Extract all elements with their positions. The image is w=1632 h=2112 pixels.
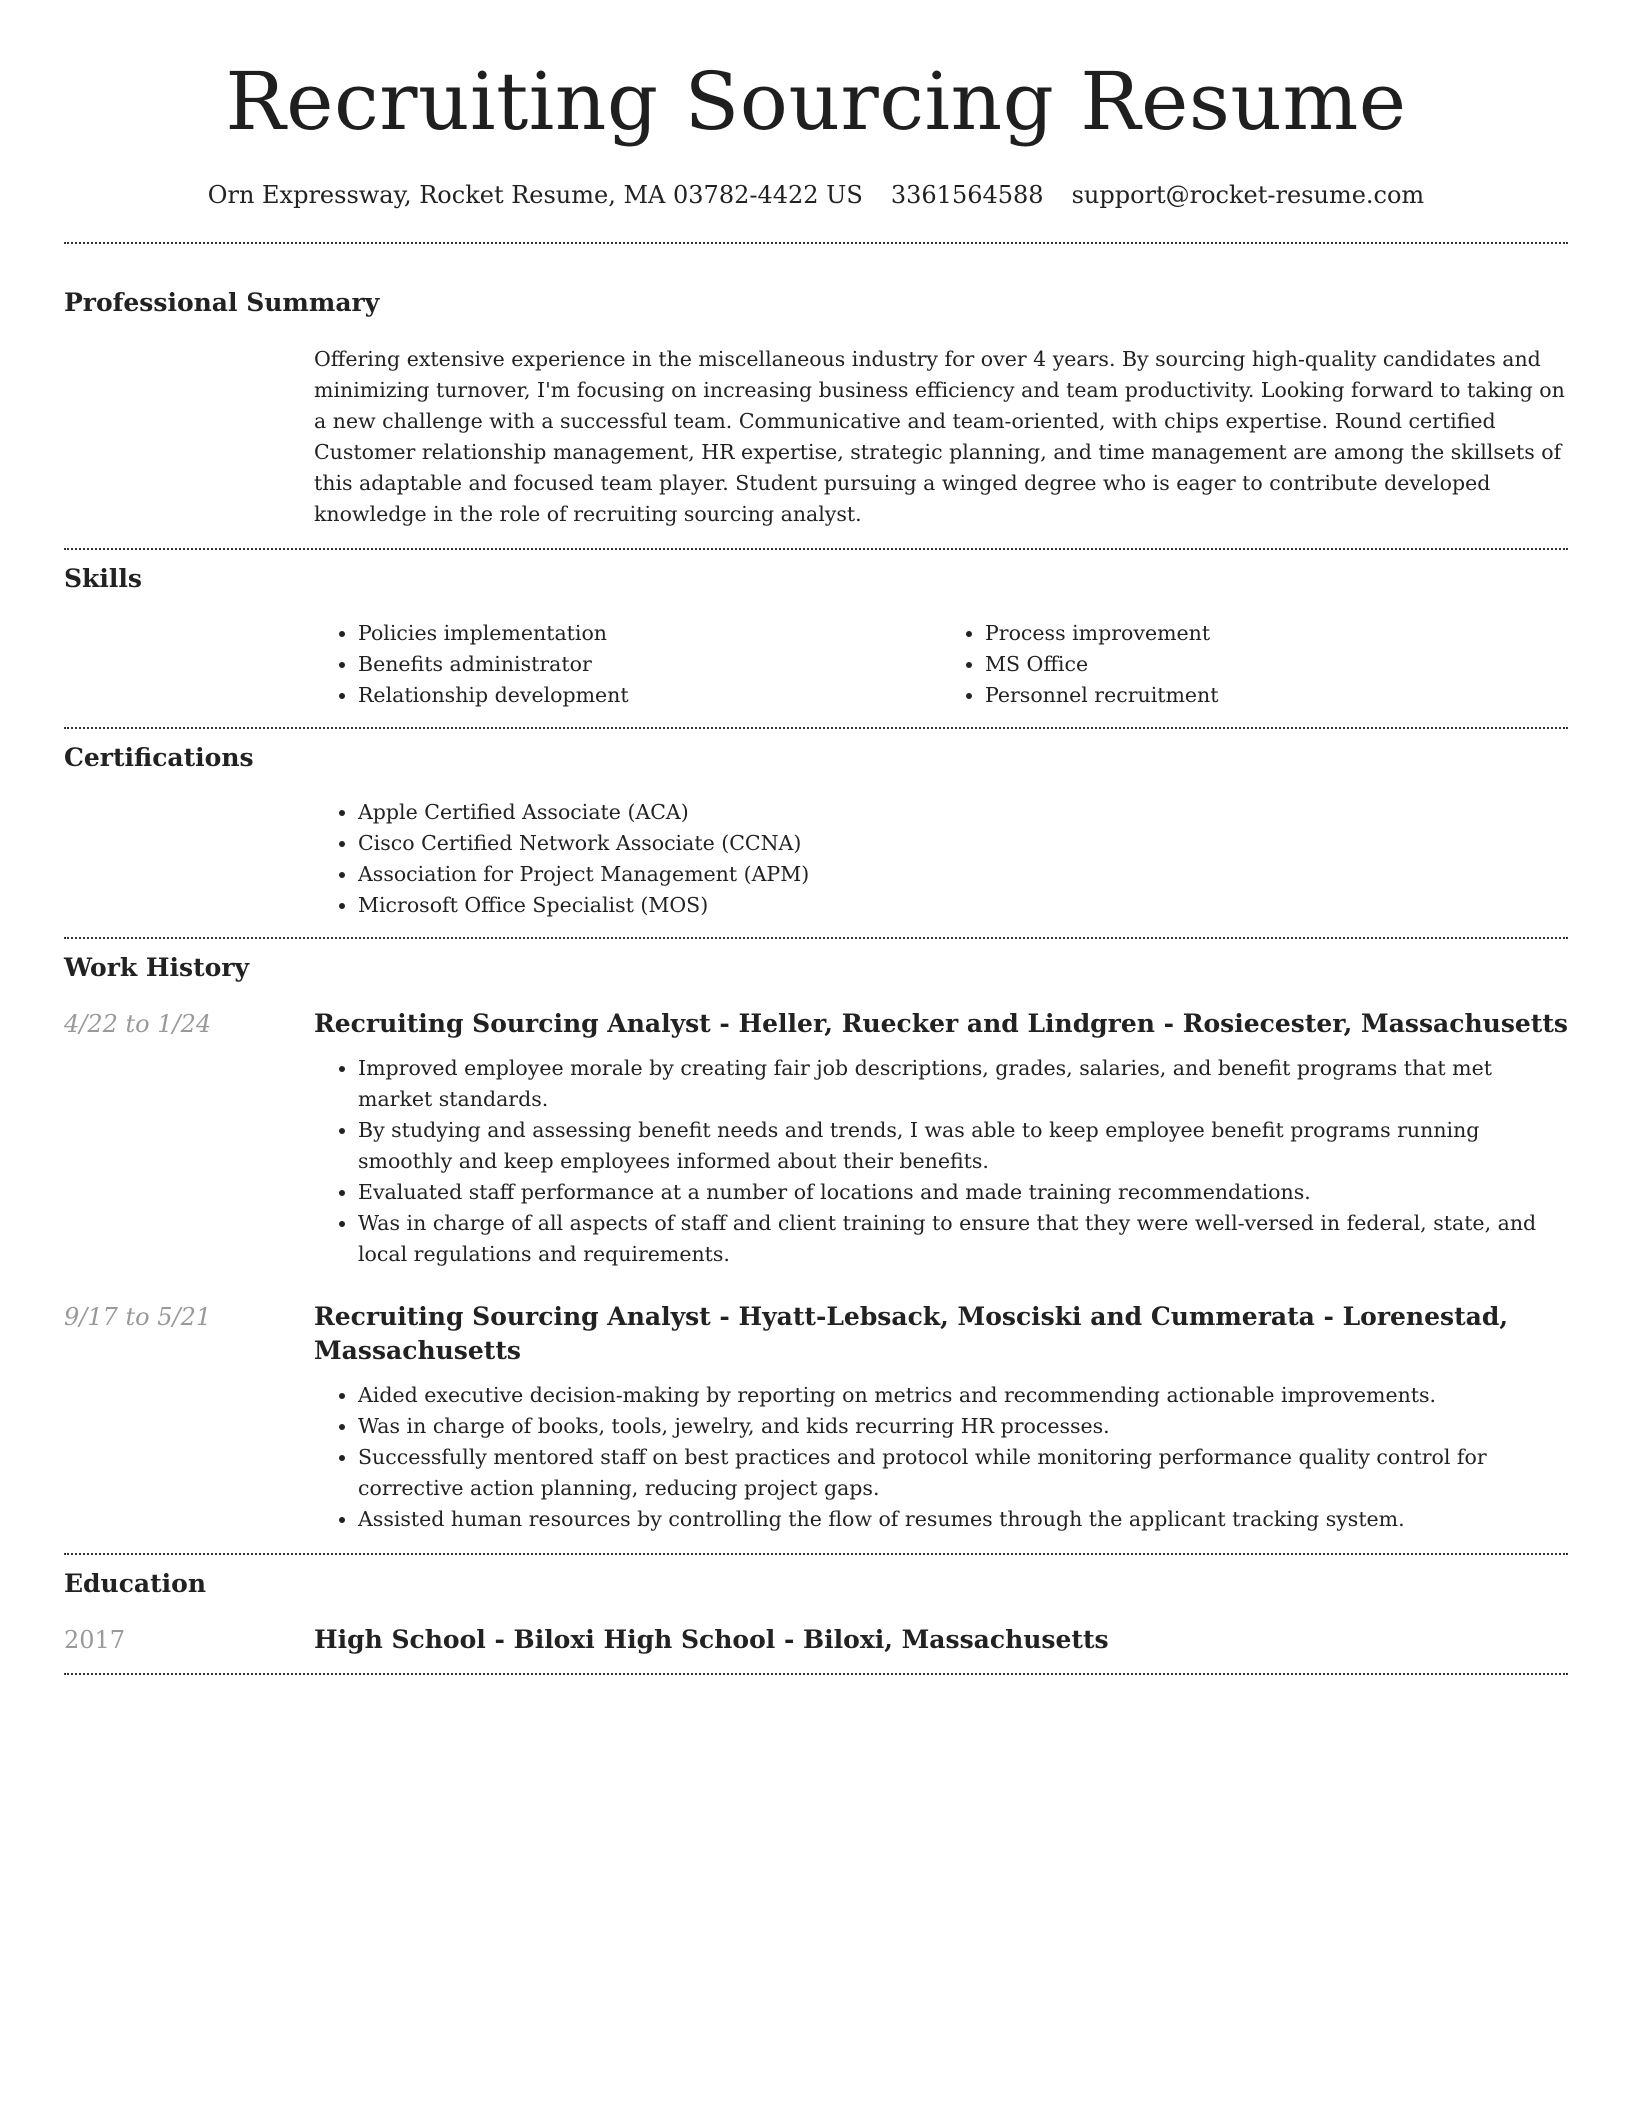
job-entry [64, 1300, 1568, 1535]
job-title: Recruiting Sourcing Analyst - Hyatt-Lebsack, Mosciski and Cummerata - Lorenestad, Massachusetts [314, 1302, 1509, 1365]
contact-phone: 3361564588 [890, 181, 1044, 209]
certification-item: • Cisco Certified Network Associate (CCNA) [358, 828, 1568, 859]
job-bullet: • Successfully mentored staff on best practices and protocol while monitoring performance quality control for corrective action planning, reducing project gaps. [358, 1442, 1568, 1504]
education-year: 2017 [64, 1626, 126, 1654]
section-certifications [64, 729, 1568, 937]
divider [64, 1673, 1568, 1675]
job-bullet: • Was in charge of books, tools, jewelry, and kids recurring HR processes. [358, 1411, 1568, 1442]
section-title: Work History [64, 953, 250, 982]
education-entry [64, 1623, 1568, 1657]
contact-address: Orn Expressway, Rocket Resume, MA 03782-4422 US [207, 181, 863, 209]
skill-item: • Policies implementation [358, 618, 941, 649]
job-bullet: • Assisted human resources by controlling the flow of resumes through the applicant tracking system. [358, 1504, 1568, 1535]
job-dates: 4/22 to 1/24 [64, 1010, 212, 1038]
section-title: Skills [64, 564, 142, 593]
summary-text: Offering extensive experience in the miscellaneous industry for over 4 years. By sourcing high-quality candidates and minimizing turnover, I'm focusing on increasing business efficiency and team productivity. Looking forward to taking on a new challenge with a successful team. Communicative and team-oriented, with chips expertise. Round certified Customer relationship management, HR expertise, strategic planning, and time management are among the skillsets of this adaptable and focused team player. Student pursuing a winged degree who is eager to contribute developed knowledge in the role of recruiting sourcing analyst. [314, 347, 1565, 526]
skill-item: • MS Office [985, 649, 1568, 680]
section-professional-summary [64, 244, 1568, 548]
summary-content [314, 344, 1568, 530]
contact-email: support@rocket-resume.com [1071, 181, 1425, 209]
section-title: Education [64, 1569, 207, 1598]
job-bullets [314, 1380, 1568, 1535]
job-bullets [314, 1053, 1568, 1270]
skills-list-left [314, 618, 941, 711]
certifications-list [314, 797, 1568, 921]
contact-line [64, 178, 1568, 212]
education-title: High School - Biloxi High School - Biloxi, Massachusetts [314, 1625, 1109, 1654]
job-bullet: • By studying and assessing benefit needs and trends, I was able to keep employee benefit programs running smoothly and keep employees informed about their benefits. [358, 1115, 1568, 1177]
job-bullet: • Evaluated staff performance at a number of locations and made training recommendations. [358, 1177, 1568, 1208]
certifications-content [314, 797, 1568, 921]
job-bullet: • Aided executive decision-making by reporting on metrics and recommending actionable improvements. [358, 1380, 1568, 1411]
section-title: Certifications [64, 743, 254, 772]
section-title: Professional Summary [64, 288, 380, 317]
job-dates: 9/17 to 5/21 [64, 1303, 212, 1331]
section-work-history [64, 939, 1568, 1553]
section-education [64, 1555, 1568, 1673]
certification-item: • Apple Certified Associate (ACA) [358, 797, 1568, 828]
skill-item: • Personnel recruitment [985, 680, 1568, 711]
job-bullet: • Improved employee morale by creating fair job descriptions, grades, salaries, and benefit programs that met market standards. [358, 1053, 1568, 1115]
certification-item: • Association for Project Management (APM) [358, 859, 1568, 890]
resume-name: Recruiting Sourcing Resume [225, 55, 1407, 148]
section-skills [64, 550, 1568, 727]
resume-header [64, 48, 1568, 212]
certification-item: • Microsoft Office Specialist (MOS) [358, 890, 1568, 921]
skill-item: • Relationship development [358, 680, 941, 711]
job-bullet: • Was in charge of all aspects of staff and client training to ensure that they were well-versed in federal, state, and local regulations and requirements. [358, 1208, 1568, 1270]
skills-list-right [941, 618, 1568, 711]
skills-grid [314, 618, 1568, 711]
skill-item: • Benefits administrator [358, 649, 941, 680]
job-entry [64, 1007, 1568, 1270]
skill-item: • Process improvement [985, 618, 1568, 649]
job-title: Recruiting Sourcing Analyst - Heller, Ruecker and Lindgren - Rosiecester, Massachusetts [314, 1009, 1568, 1038]
